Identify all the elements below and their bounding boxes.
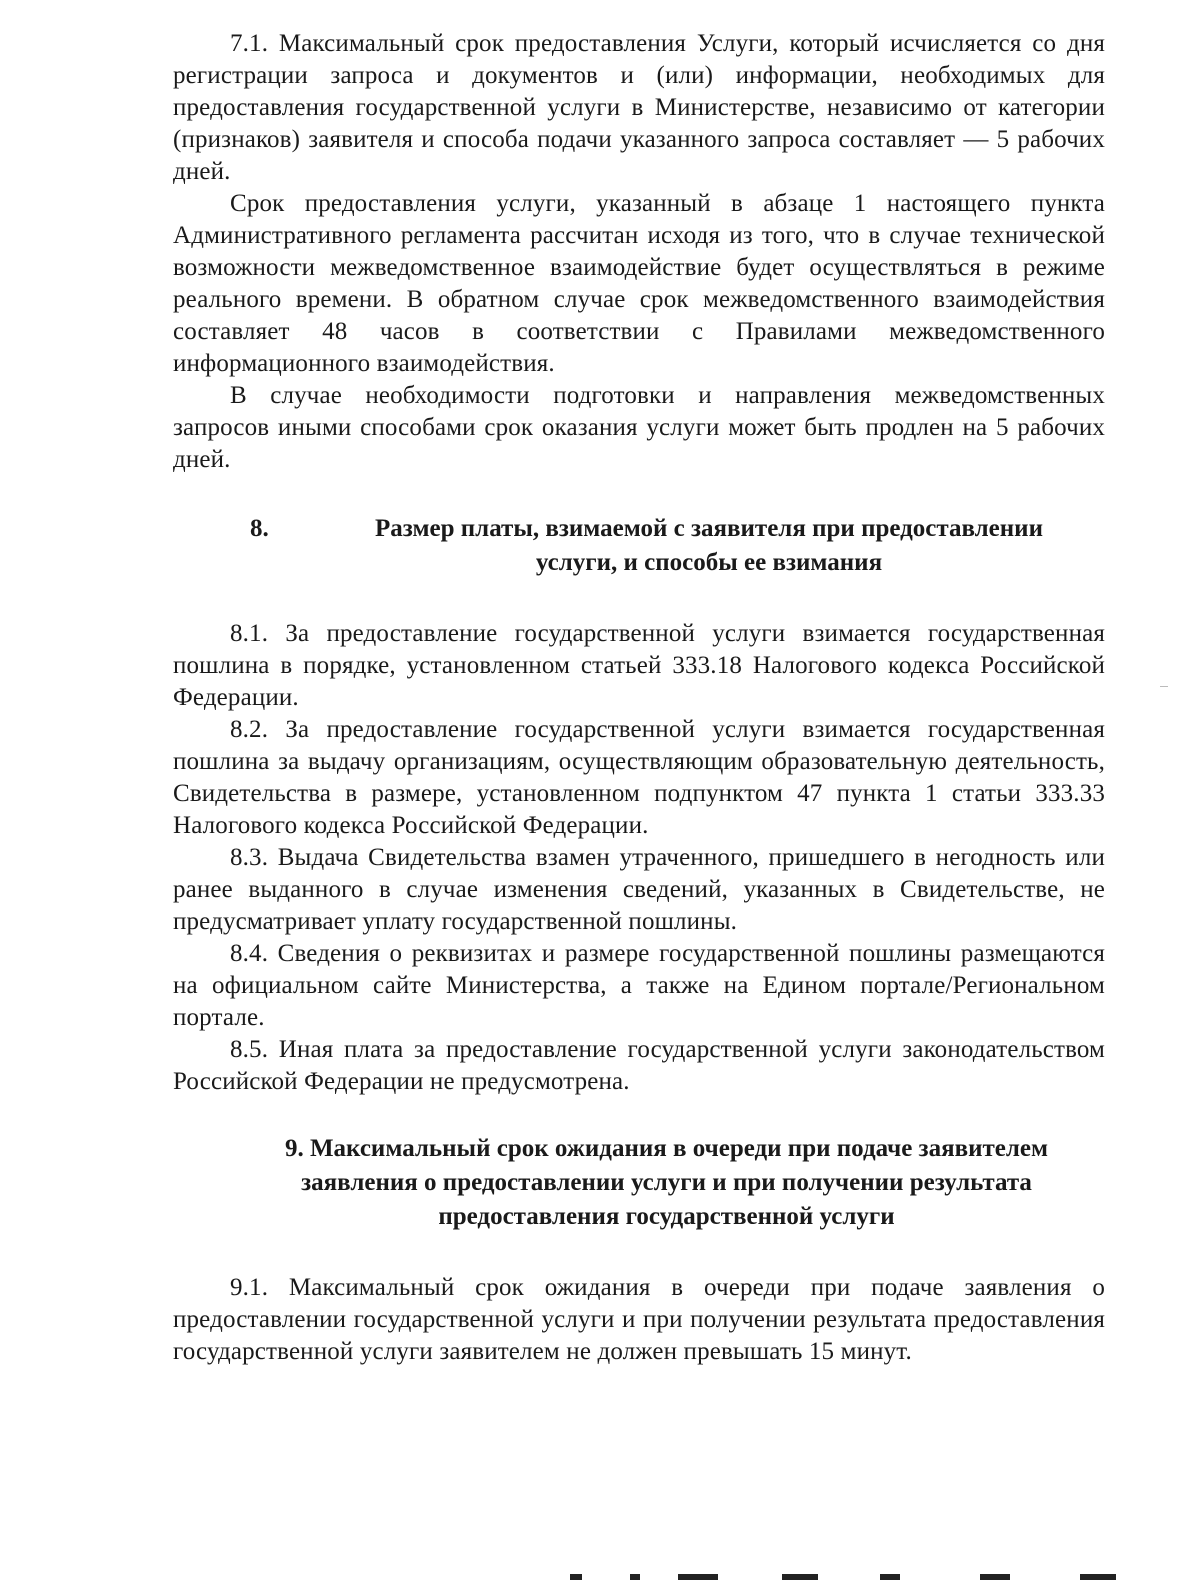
paragraph-9-1: 9.1. Максимальный срок ожидания в очереди при подаче заявления о предоставлении государственной услуги и при получении результата предоставления государственной услуги заявителем не должен превышать 15 минут.: [173, 1274, 1105, 1365]
document-page: [173, 28, 1105, 1368]
section-8-heading: [173, 512, 1105, 580]
section-8-number: 8.: [250, 515, 269, 542]
paragraph-8-1: 8.1. За предоставление государственной услуги взимается государственная пошлина в порядке, установленном статьей 333.18 Налогового кодекса Российской Федерации.: [173, 620, 1105, 711]
paragraph-8-5: 8.5. Иная плата за предоставление государственной услуги законодательством Российской Федерации не предусмотрена.: [173, 1036, 1105, 1095]
paragraph-8-4: 8.4. Сведения о реквизитах и размере государственной пошлины размещаются на официальном сайте Министерства, а также на Едином портале/Региональном портале.: [173, 940, 1105, 1031]
section-9-heading: 9. Максимальный срок ожидания в очереди при подаче заявителем заявления о предоставлении услуги и при получении результата предоставления государственной услуги: [284, 1135, 1049, 1230]
paragraph-7-3: В случае необходимости подготовки и направления межведомственных запросов иными способами срок оказания услуги может быть продлен на 5 рабочих дней.: [173, 382, 1105, 473]
paragraph-7-2: Срок предоставления услуги, указанный в абзаце 1 настоящего пункта Административного регламента рассчитан исходя из того, что в случае технической возможности межведомственное взаимодействие будет осуществляться в режиме реального времени. В обратном случае срок межведомственного взаимодействия составляет 48 часов в соответствии с Правилами межведомственного информационного взаимодействия.: [173, 190, 1105, 377]
scan-bottom-artifacts: [560, 1560, 1120, 1586]
paragraph-7-1: 7.1. Максимальный срок предоставления Услуги, который исчисляется со дня регистрации запроса и документов и (или) информации, необходимых для предоставления государственной услуги в Министерстве, независимо от категории (признаков) заявителя и способа подачи указанного запроса составляет — 5 рабочих дней.: [173, 30, 1105, 185]
scan-margin-mark: [1160, 686, 1168, 687]
section-8-title: Размер платы, взимаемой с заявителя при предоставлении услуги, и способы ее взимания: [375, 515, 1043, 576]
paragraph-8-2: 8.2. За предоставление государственной услуги взимается государственная пошлина за выдачу организациям, осуществляющим образовательную деятельность, Свидетельства в размере, установленном подпунктом 47 пункта 1 статьи 333.33 Налогового кодекса Российской Федерации.: [173, 716, 1105, 839]
paragraph-8-3: 8.3. Выдача Свидетельства взамен утраченного, пришедшего в негодность или ранее выданного в случае изменения сведений, указанных в Свидетельстве, не предусматривает уплату государственной пошлины.: [173, 844, 1105, 935]
